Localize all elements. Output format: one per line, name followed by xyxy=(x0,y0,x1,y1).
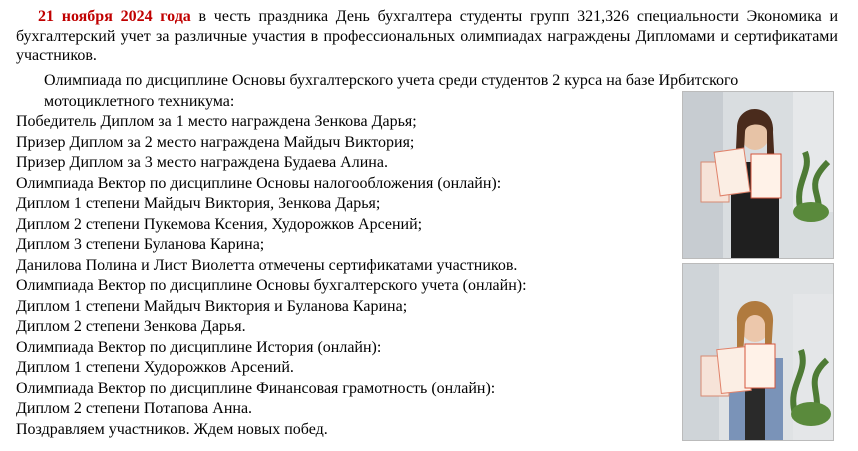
student-photo-2 xyxy=(682,263,834,441)
closing-line: Поздравляем участников. Ждем новых побед. xyxy=(16,420,328,438)
award-line: Диплом 1 степени Майдыч Виктория и Буланова Карина; xyxy=(16,297,408,315)
intro-paragraph xyxy=(16,7,838,66)
student-photo-1 xyxy=(682,91,834,259)
olympiad-heading-taxation: Олимпиада Вектор по дисциплине Основы налогообложения (онлайн): xyxy=(16,174,502,192)
award-line: Призер Диплом за 2 место награждена Майдыч Виктория; xyxy=(16,133,415,151)
intro-text: в честь праздника День бухгалтера студенты групп 321,326 специальности Экономика и бухгалтерский учет за различные участия в профессиональных олимпиадах награждены Дипломами и сертификатами участников. xyxy=(16,8,839,64)
olympiad-heading-accounting-basics: Олимпиада по дисциплине Основы бухгалтерского учета среди студентов 2 курса на базе Ирбитского мотоциклетного техникума: xyxy=(44,72,739,110)
certificate-line: Данилова Полина и Лист Виолетта отмечены сертификатами участников. xyxy=(16,256,518,274)
event-date: 21 ноября 2024 года xyxy=(38,8,191,25)
award-line: Победитель Диплом за 1 место награждена Зенкова Дарья; xyxy=(16,113,417,130)
award-line: Призер Диплом за 3 место награждена Будаева Алина. xyxy=(16,154,388,171)
award-line: Диплом 3 степени Буланова Карина; xyxy=(16,236,265,253)
award-line: Диплом 1 степени Худорожков Арсений. xyxy=(16,359,294,376)
award-line: Диплом 2 степени Пукемова Ксения, Худорожков Арсений; xyxy=(16,215,423,233)
olympiad-heading-financial-literacy: Олимпиада Вектор по дисциплине Финансовая грамотность (онлайн): xyxy=(16,379,496,397)
award-line: Диплом 1 степени Майдыч Виктория, Зенкова Дарья; xyxy=(16,195,381,212)
award-line: Диплом 2 степени Потапова Анна. xyxy=(16,400,253,417)
olympiad-heading-accounting-online: Олимпиада Вектор по дисциплине Основы бухгалтерского учета (онлайн): xyxy=(16,277,527,294)
award-line: Диплом 2 степени Зенкова Дарья. xyxy=(16,318,246,335)
olympiad-heading-history: Олимпиада Вектор по дисциплине История (онлайн): xyxy=(16,338,382,356)
